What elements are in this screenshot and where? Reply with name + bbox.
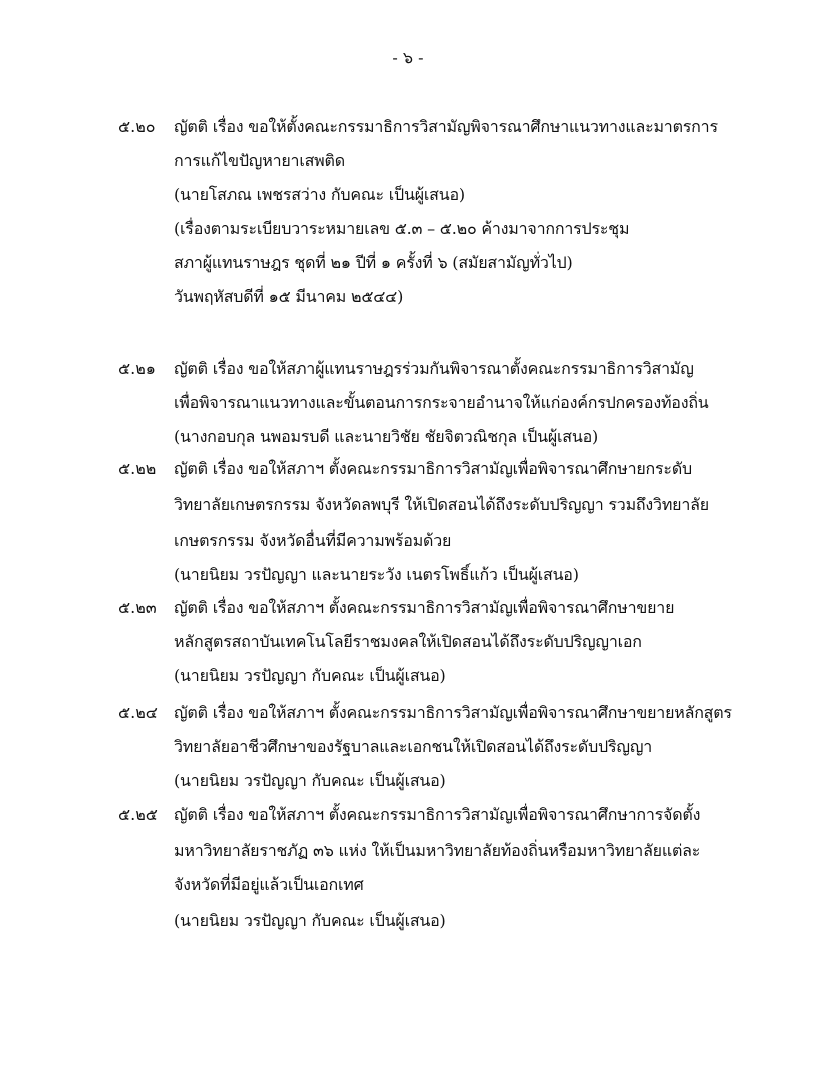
item-line: มหาวิทยาลัยราชภัฏ ๓๖ แห่ง ให้เป็นมหาวิทยาลัยท้องถิ่นหรือมหาวิทยาลัยแต่ละ	[174, 841, 701, 860]
item-line: (นายนิยม วรปัญญา กับคณะ เป็นผู้เสนอ)	[174, 771, 446, 790]
item-number: ๕.๒๔	[118, 703, 158, 722]
item-line: (นายนิยม วรปัญญา กับคณะ เป็นผู้เสนอ)	[174, 666, 446, 685]
item-line: หลักสูตรสถาบันเทคโนโลยีราชมงคลให้เปิดสอนได้ถึงระดับปริญญาเอก	[174, 632, 642, 651]
item-number: ๕.๒๕	[118, 805, 158, 824]
item-line: ญัตติ เรื่อง ขอให้สภาฯ ตั้งคณะกรรมาธิการวิสามัญเพื่อพิจารณาศึกษายกระดับ	[174, 459, 692, 478]
item-number: ๕.๒๐	[118, 117, 156, 136]
item-number: ๕.๒๒	[118, 459, 157, 478]
item-line: ญัตติ เรื่อง ขอให้สภาผู้แทนราษฎรร่วมกันพิจารณาตั้งคณะกรรมาธิการวิสามัญ	[174, 359, 694, 378]
item-line: (เรื่องตามระเบียบวาระหมายเลข ๕.๓ – ๕.๒๐ ค้างมาจากการประชุม	[174, 219, 630, 238]
item-line: ญัตติ เรื่อง ขอให้ตั้งคณะกรรมาธิการวิสามัญพิจารณาศึกษาแนวทางและมาตรการ	[174, 117, 718, 136]
item-line: ญัตติ เรื่อง ขอให้สภาฯ ตั้งคณะกรรมาธิการวิสามัญเพื่อพิจารณาศึกษาการจัดตั้ง	[174, 805, 701, 824]
item-line: วิทยาลัยเกษตรกรรม จังหวัดลพบุรี ให้เปิดสอนได้ถึงระดับปริญญา รวมถึงวิทยาลัย	[174, 495, 709, 514]
item-line: เกษตรกรรม จังหวัดอื่นที่มีความพร้อมด้วย	[174, 531, 452, 550]
item-line: การแก้ไขปัญหายาเสพติด	[174, 151, 345, 170]
item-line: วันพฤหัสบดีที่ ๑๕ มีนาคม ๒๕๔๔)	[174, 287, 404, 306]
item-line: ญัตติ เรื่อง ขอให้สภาฯ ตั้งคณะกรรมาธิการวิสามัญเพื่อพิจารณาศึกษาขยาย	[174, 598, 675, 617]
page-number: - ๖ -	[392, 48, 424, 67]
item-line: ญัตติ เรื่อง ขอให้สภาฯ ตั้งคณะกรรมาธิการวิสามัญเพื่อพิจารณาศึกษาขยายหลักสูตร	[174, 703, 732, 722]
item-line: (นายนิยม วรปัญญา และนายระวัง เนตรโพธิ์แก้ว เป็นผู้เสนอ)	[174, 565, 579, 584]
item-line: สภาผู้แทนราษฎร ชุดที่ ๒๑ ปีที่ ๑ ครั้งที่ ๖ (สมัยสามัญทั่วไป)	[174, 253, 573, 272]
item-number: ๕.๒๑	[118, 359, 156, 378]
item-line: (นางกอบกุล นพอมรบดี และนายวิชัย ชัยจิตวณิชกุล เป็นผู้เสนอ)	[174, 427, 599, 446]
item-line: วิทยาลัยอาชีวศึกษาของรัฐบาลและเอกชนให้เปิดสอนได้ถึงระดับปริญญา	[174, 737, 653, 756]
item-line: (นายนิยม วรปัญญา กับคณะ เป็นผู้เสนอ)	[174, 911, 446, 930]
item-line: (นายโสภณ เพชรสว่าง กับคณะ เป็นผู้เสนอ)	[174, 185, 465, 204]
item-number: ๕.๒๓	[118, 598, 157, 617]
item-line: จังหวัดที่มีอยู่แล้วเป็นเอกเทศ	[174, 875, 364, 894]
item-line: เพื่อพิจารณาแนวทางและขั้นตอนการกระจายอำนาจให้แก่องค์กรปกครองท้องถิ่น	[174, 393, 709, 412]
